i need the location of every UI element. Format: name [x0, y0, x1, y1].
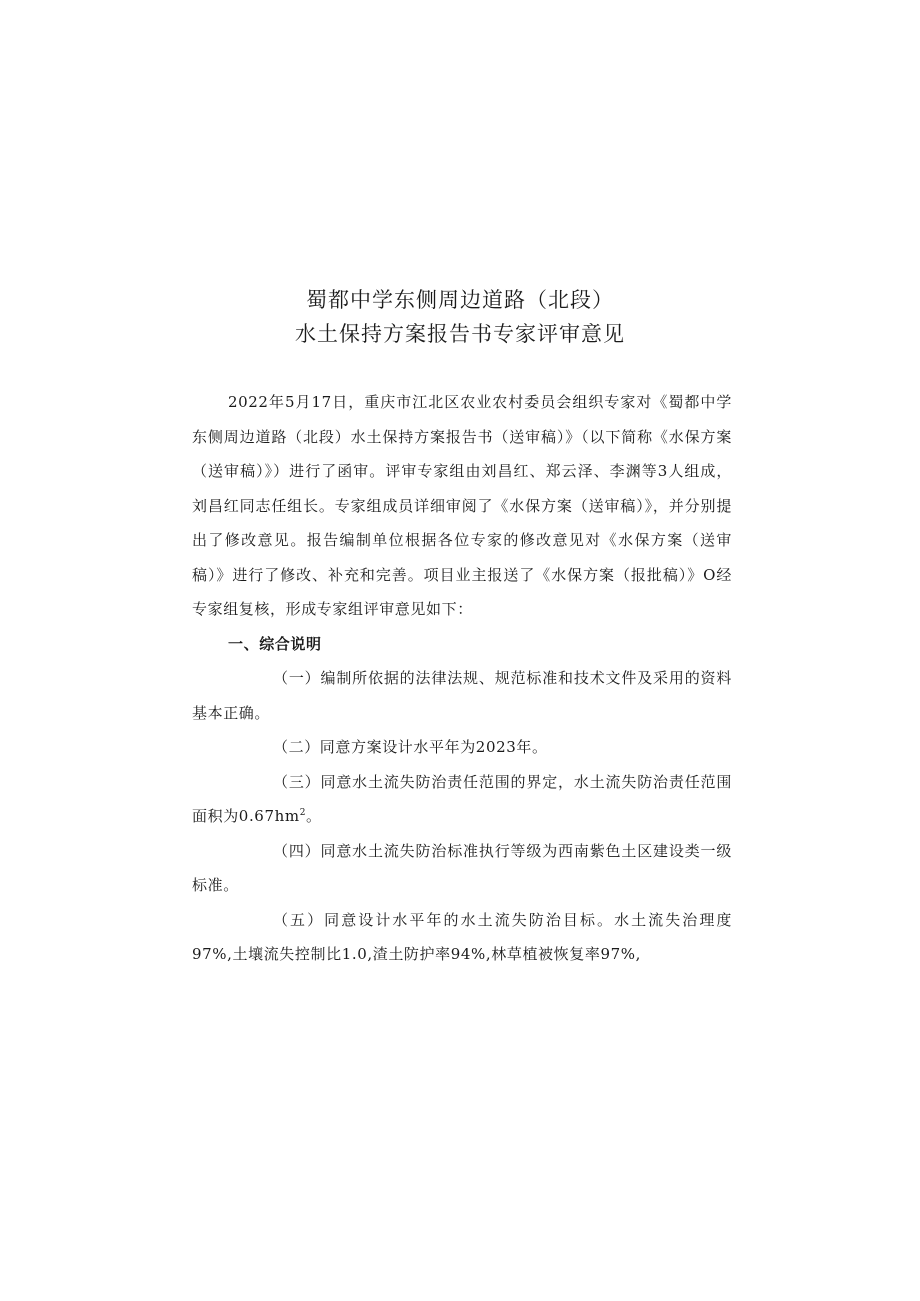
list-item: （一）编制所依据的法律法规、规范标准和技术文件及采用的资料基本正确。: [192, 669, 732, 722]
list-item: （四）同意水土流失防治标准执行等级为西南紫色土区建设类一级标准。: [192, 841, 732, 894]
title-line-2: 水土保持方案报告书专家评审意见: [295, 322, 625, 346]
title-line-1: 蜀都中学东侧周边道路（北段）: [306, 288, 614, 312]
section-heading-overview: 一、综合说明: [228, 634, 322, 653]
area-unit-superscript: 2: [299, 808, 307, 818]
item3-text: （三）同意水土流失防治责任范围的界定，水土流失防治责任范围面积为0.67hm: [192, 772, 732, 825]
document-title: [0, 284, 920, 352]
list-item: （五）同意设计水平年的水土流失防治目标。水土流失治理度97%,土壤流失控制比1.0,渣土防护率94%,林草植被恢复率97%,: [192, 910, 732, 963]
list-item: （二）同意方案设计水平年为2023年。: [273, 738, 548, 756]
item3-end: 。: [306, 807, 322, 825]
list-item: [192, 765, 732, 834]
document-body: [192, 385, 732, 972]
intro-paragraph: 2022年5月17日，重庆市江北区农业农村委员会组织专家对《蜀都中学东侧周边道路（北段）水土保持方案报告书（送审稿）》（以下简称《水保方案（送审稿）》）进行了函审。评审专家组由刘昌红、郑云泽、李渊等3人组成，刘昌红同志任组长。专家组成员详细审阅了《水保方案（送审稿）》，并分别提出了修改意见。报告编制单位根据各位专家的修改意见对《水保方案（送审稿）》进行了修改、补充和完善。项目业主报送了《水保方案（报批稿）》O经专家组复核，形成专家组评审意见如下：: [192, 393, 732, 618]
